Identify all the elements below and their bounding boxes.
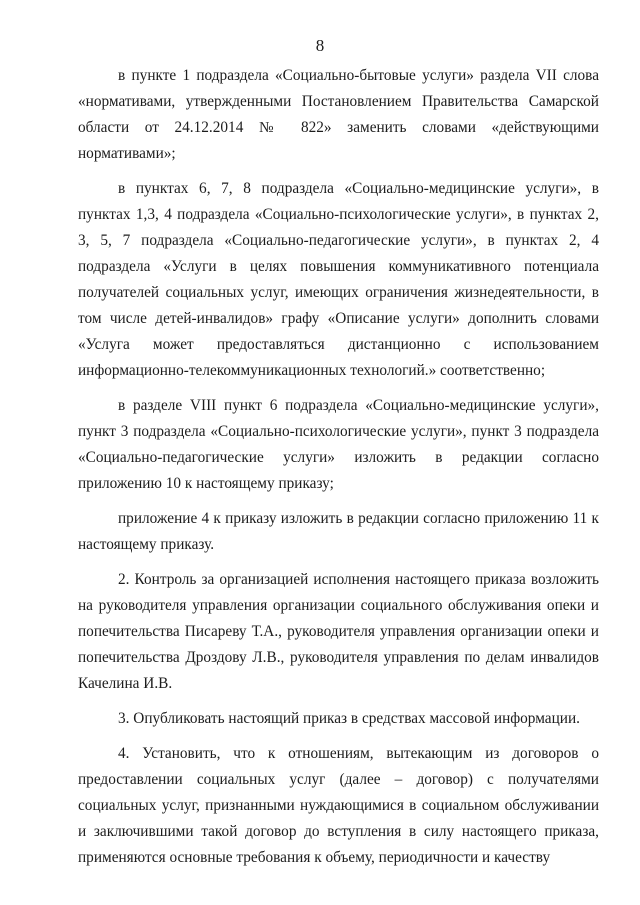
paragraph-item-appendix-4: приложение 4 к приказу изложить в редакции согласно приложению 11 к настоящему приказу. <box>78 510 599 553</box>
document-body <box>78 63 599 871</box>
paragraph-control-clause: 2. Контроль за организацией исполнения настоящего приказа возложить на руководителя управления организации социального обслуживания опеки и попечительства Писареву Т.А., руководителя управления организации опеки и попечительства Дроздову Л.В., руководителя управления по делам инвалидов Качелина И.В. <box>78 571 599 692</box>
paragraph-publication-clause: 3. Опубликовать настоящий приказ в средствах массовой информации. <box>118 710 580 727</box>
page-number: 8 <box>315 36 325 55</box>
paragraph-item-section-viii: в разделе VIII пункт 6 подраздела «Социально-медицинские услуги», пункт 3 подраздела «Социально-психологические услуги», пункт 3 подраздела «Социально-педагогические услуги» изложить в редакции согласно приложению 10 к настоящему приказу; <box>78 397 599 492</box>
paragraph-item-description-additions: в пунктах 6, 7, 8 подраздела «Социально-медицинские услуги», в пунктах 1,3, 4 подраздела «Социально-психологические услуги», в пунктах 2, 3, 5, 7 подраздела «Социально-педагогические услуги», в пунктах 2, 4 подраздела «Услуги в целях повышения коммуникативного потенциала получателей социальных услуг, имеющих ограничения жизнедеятельности, в том числе детей-инвалидов» графу «Описание услуги» дополнить словами «Услуга может предоставляться дистанционно с использованием информационно-телекоммуникационных технологий.» соответственно; <box>78 180 599 379</box>
paragraph-contracts-clause: 4. Установить, что к отношениям, вытекающим из договоров о предоставлении социальных услуг (далее – договор) с получателями социальных услуг, признанными нуждающимися в социальном обслуживании и заключившими такой договор до вступления в силу настоящего приказа, применяются основные требования к объему, периодичности и качеству <box>78 745 599 866</box>
paragraph-item-section-vii: в пункте 1 подраздела «Социально-бытовые услуги» раздела VII слова «нормативами, утвержденными Постановлением Правительства Самарской области от 24.12.2014 № 822» заменить словами «действующими нормативами»; <box>78 67 599 162</box>
